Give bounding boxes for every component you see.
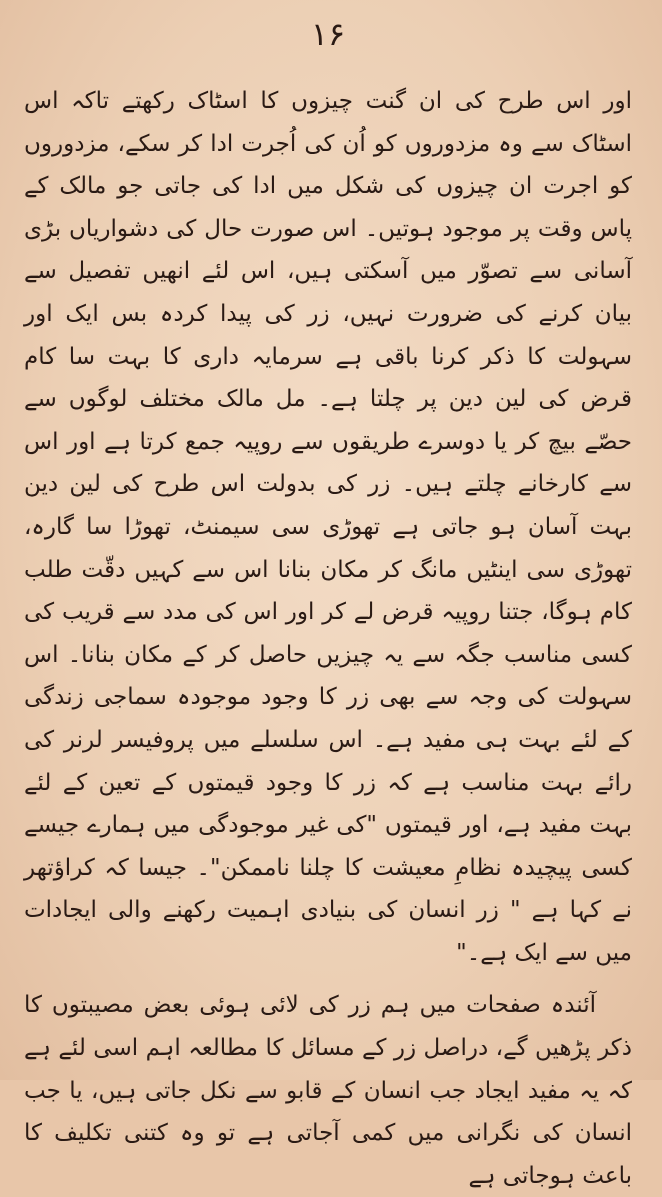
page-number: ۱۶ [310,15,346,53]
paragraph-2: آئندہ صفحات میں ہم زر کی لائی ہوئی بعض مصیبتوں کا ذکر پڑھیں گے، دراصل زر کے مسائل کا مطالعہ اہم اسی لئے ہے کہ یہ مفید ایجاد جب انسان کے قابو سے نکل جاتی ہیں، یا جب انسان کی نگرانی میں کمی آجاتی ہے تو وہ کتنی تکلیف کا باعث ہوجاتی ہے [24,992,632,1189]
paragraph-1: اور اس طرح کی ان گنت چیزوں کا اسٹاک رکھتے تاکہ اس اسٹاک سے وہ مزدوروں کو اُن کی اُجرت ادا کر سکے، مزدوروں کو اجرت ان چیزوں کی شکل میں ادا کی جاتی جو مالک کے پاس وقت پر موجود ہوتیں۔ اس صورت حال کی دشواریاں بڑی آسانی سے تصوّر میں آسکتی ہیں، اس لئے انھیں تفصیل سے بیان کرنے کی ضرورت نہیں، زر کی پیدا کردہ بس ایک اور سہولت کا ذکر کرنا باقی ہے سرمایہ داری کا بہت سا کام قرض کی لین دین پر چلتا ہے۔ مل مالک مختلف لوگوں سے حصّے بیچ کر یا دوسرے طریقوں سے روپیہ جمع کرتا ہے اور اس سے کارخانے چلتے ہیں۔ زر کی بدولت اس طرح کی لین دین بہت آسان ہو جاتی ہے تھوڑی سی سیمنٹ، تھوڑا سا گارہ، تھوڑی سی اینٹیں مانگ کر مکان بنانا اس سے کہیں دقّت طلب کام ہوگا، جتنا روپیہ قرض لے کر اور اس کی مدد سے قریب کی کسی مناسب جگہ سے یہ چیزیں حاصل کر کے مکان بنانا۔ اس سہولت کی وجہ سے بھی زر کا وجود موجودہ سماجی زندگی کے لئے بہت ہی مفید ہے۔ اس سلسلے میں پروفیسر لرنر کی رائے بہت مناسب ہے کہ زر کا وجود قیمتوں کے تعین کے لئے بہت مفید ہے، اور قیمتوں "کی غیر موجودگی میں ہمارے جیسے کسی پیچیدہ نظامِ معیشت کا چلنا ناممکن"۔ جیسا کہ کراؤتھر نے کہا ہے " زر انسان کی بنیادی اہمیت رکھنے والی ایجادات میں سے ایک ہے۔" [24,88,632,966]
page-body [24,80,632,1197]
